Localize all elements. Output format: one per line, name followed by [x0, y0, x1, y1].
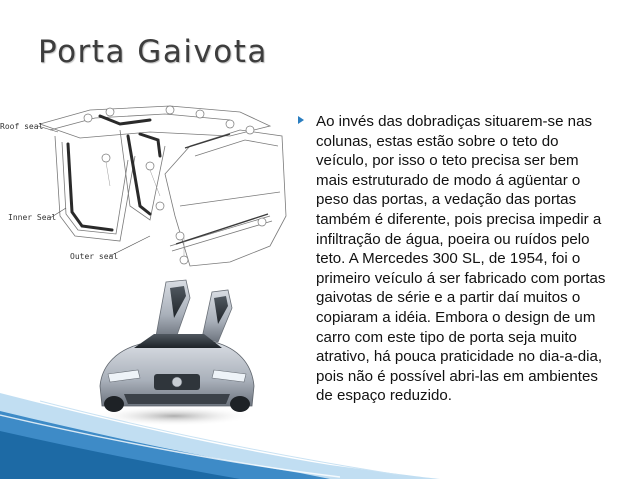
bullet-text: Ao invés das dobradiças situarem-se nas colunas, estas estão sobre o teto do veículo, por isso o teto precisa ser bem mais estruturado de modo á agüentar o peso das portas, a vedação das portas também é diferente, pois precisa impedir a infiltração de água, poeira ou ruídos pelo teto. A Mercedes 300 SL, de 1954, foi o primeiro veículo á ser fabricado com portas gaivotas de série e a partir daí muitos o copiaram a idéia. Embora o design de um carro com este tipo de porta seja muito atrativo, há pouca praticidade no dia-a-dia, pois não é possível abri-las em ambientes de espaço reduzido.	[316, 113, 606, 405]
bullet-item	[296, 112, 606, 406]
bullet-arrow-icon	[298, 116, 304, 124]
bullet-list	[296, 112, 606, 406]
seal-diagram-image	[0, 96, 292, 276]
inner-seal-label: Inner Seal	[8, 213, 57, 222]
roof-seal-label: Roof seal	[0, 122, 44, 131]
outer-seal-label: Outer seal	[70, 252, 119, 261]
decorative-wave	[0, 385, 638, 479]
slide-title: Porta Gaivota	[38, 34, 268, 70]
